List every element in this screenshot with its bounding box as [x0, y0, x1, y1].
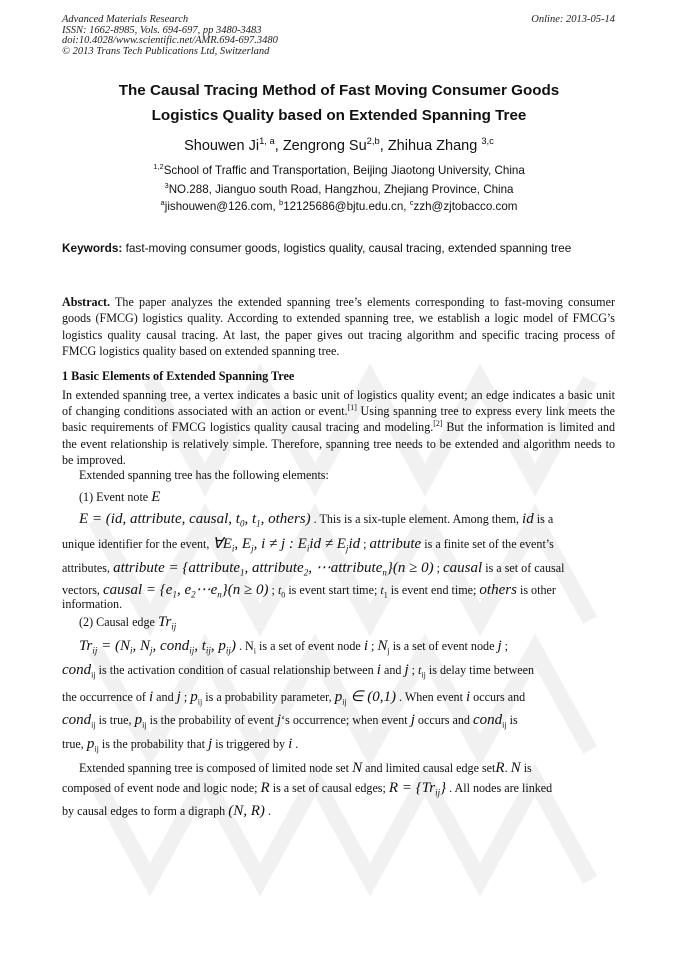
causal-edge-line-4: cond$_{ij}$ is true, $p_{ij}$ is the probability of event j‘s occurrence; when event j occurs and cond$_{ij}$ is: [62, 712, 518, 730]
event-symbol: E: [151, 489, 161, 505]
spanning-tree-line-3: by causal edges to form a digraph (N, R) .: [62, 803, 271, 819]
event-text-8: is event start time;: [288, 583, 378, 597]
spanning-tree-line-2: composed of event node and logic node; R is a set of causal edges; $R = \{Tr_{ij}\}$ . All nodes are linked: [62, 780, 553, 798]
abstract-text: The paper analyzes the extended spanning tree’s elements corresponding to fast-moving consumer goods (FMCG) logistics quality. According to extended spanning tree, we establish a logic model of FMCG’s logistics quality causal tracing. At last, the paper gives out tracing algorithm and specific tracing process of FMCG logistics quality based on extended spanning tree.: [62, 295, 615, 358]
causal-text-15: true,: [62, 737, 84, 751]
affiliation-2: [40, 183, 638, 196]
author-3: Zhihua Zhang: [387, 138, 478, 154]
keywords-text: fast-moving consumer goods, logistics quality, causal tracing, extended spanning tree: [125, 241, 572, 255]
causal-text-14: is: [509, 713, 518, 727]
causal-text-12: ‘s occurrence; when event: [281, 713, 408, 727]
p3-text-b: and limited causal edge set: [365, 761, 496, 775]
abstract-paragraph: [62, 294, 615, 359]
affiliation-1: [40, 164, 638, 177]
causal-text-16: is the probability that: [101, 737, 205, 751]
item-2-text: (2) Causal edge: [79, 615, 155, 629]
keywords-label: Keywords:: [62, 241, 123, 255]
p1-text-b: Using spanning tree to express every link meets the basic requirements of FMCG logistics quality causal tracing and modeling.: [62, 404, 615, 435]
causal-text-6: the occurrence of: [62, 690, 146, 704]
event-text-4: is a finite set of the event’s: [424, 537, 554, 551]
section-1-paragraph-1: [62, 387, 615, 468]
author-2-sup: 2,b: [366, 135, 380, 147]
event-text-1: . This is a six-tuple element. Among them,: [313, 512, 520, 526]
causal-edge-line-3: the occurrence of i and j ; $p_{ij}$ is a probability parameter, $p_{ij}$ ∈ (0,1) . When event i occurs and: [62, 689, 526, 707]
p1-text-a: In extended spanning tree, a vertex indicates a basic unit of logistics quality event; an edge indicates a basic unit of changing conditions associated with an action or event.: [62, 388, 615, 419]
issn-line: ISSN: 1662-8985, Vols. 694-697, pp 3480-3483: [62, 24, 262, 36]
author-1: Shouwen Ji: [184, 138, 260, 154]
causal-text-5: is delay time between: [428, 663, 534, 677]
paper-title-line-2: Logistics Quality based on Extended Spanning Tree: [151, 107, 527, 124]
p3-text-c: is: [523, 761, 532, 775]
keywords-line: [62, 241, 618, 255]
causal-text-17: is triggered by: [215, 737, 286, 751]
item-1-label: [62, 489, 632, 506]
p3-text-f: . All nodes are linked: [449, 781, 553, 795]
event-text-6: is a set of causal: [485, 561, 565, 575]
email-c: zzh@zjtobacco.com: [413, 200, 518, 213]
and-word-1: and: [383, 663, 402, 677]
affiliation-2-text: NO.288, Jianguo south Road, Hangzhou, Zhejiang Province, China: [168, 183, 514, 196]
event-line-2: unique identifier for the event, $\forall E_i$, $E_j$, i ≠ j : $E_iid \ne E_jid$ ; attribute is a finite set of the event’s: [62, 536, 554, 554]
email-line: [40, 200, 638, 213]
event-id-symbol: id: [522, 511, 534, 527]
event-line-3: attributes, attribute = {attribute$_1$, attribute$_2$, ⋯attribute$_n$}(n ≥ 0) ; causal is a set of causal: [62, 560, 565, 578]
p3-text-a: Extended spanning tree is composed of limited node set: [79, 761, 350, 775]
causal-edge-line-5: true, $p_{ij}$ is the probability that j is triggered by i .: [62, 736, 299, 754]
p3-text-g: by causal edges to form a digraph: [62, 804, 226, 818]
author-list: Shouwen Ji$^{1, a}$, Zengrong Su$^{2,b}$, Zhihua Zhang $^{3,c}$: [184, 135, 494, 154]
causal-text-7: is a probability parameter,: [205, 690, 332, 704]
email-b-sup: b: [279, 198, 284, 208]
email-c-sup: c: [409, 198, 414, 208]
journal-name: Advanced Materials Research: [62, 14, 189, 25]
causal-text-3: is a set of event node: [392, 639, 495, 653]
event-definition: E = (id, attribute, causal, $t_0$, $t_1$, others) . This is a six-tuple element. Among them, id is a: [79, 511, 554, 529]
author-2: Zengrong Su: [282, 138, 367, 154]
causal-text-1: . N: [238, 639, 254, 653]
copyright-line: © 2013 Trans Tech Publications Ltd, Switzerland: [62, 45, 270, 57]
p3-text-e: is a set of causal edges;: [272, 781, 386, 795]
citation-1: [1]: [347, 403, 357, 413]
citation-2: [2]: [433, 419, 443, 429]
event-tuple-tail: , others): [260, 511, 311, 527]
author-1-sup: 1, a: [259, 135, 275, 147]
event-text-10: is other: [519, 583, 556, 597]
doi-line: doi:10.4028/www.scientific.net/AMR.694-697.3480: [62, 35, 278, 47]
event-text-7: vectors,: [62, 583, 100, 597]
p3-text-d: composed of event node and logic node;: [62, 781, 258, 795]
causal-text-2: is a set of event node: [259, 639, 361, 653]
abstract-label: Abstract.: [62, 295, 111, 309]
item-2-label: (2) Causal edge $Tr_{ij}$: [79, 614, 177, 632]
causal-text-4: is the activation condition of casual relationship between: [98, 663, 374, 677]
event-text-2: is a: [536, 512, 554, 526]
email-a-sup: a: [160, 198, 165, 208]
event-text-3: unique identifier for the event,: [62, 537, 210, 551]
elements-intro: Extended spanning tree has the following elements:: [79, 468, 329, 482]
email-b: 12125686@bjtu.edu.cn,: [283, 200, 407, 213]
others-symbol: others: [479, 582, 517, 598]
causal-edge-line-1: $Tr_{ij} = (N_i$, $N_j$, cond$_{ij}$, $t_{ij}$, $p_{ij}$) . $N_i$ is a set of event node i ; $N_j$ is a set of event node j ;: [79, 638, 509, 656]
online-date: Online: 2013-05-14: [531, 14, 615, 25]
event-tuple-head: E = (id, attribute, causal, t: [79, 511, 240, 527]
affiliation-2-sup: 3: [164, 181, 169, 191]
causal-text-9: occurs and: [473, 690, 526, 704]
paper-title-line-1: The Causal Tracing Method of Fast Moving Consumer Goods: [118, 82, 560, 99]
event-text-9: is event end time;: [390, 583, 477, 597]
causal-text-13: occurs and: [417, 713, 470, 727]
causal-text-8: . When event: [399, 690, 463, 704]
spanning-tree-line-1: Extended spanning tree is composed of limited node set N and limited causal edge setR. N is: [79, 760, 532, 776]
author-3-sup: 3,c: [481, 135, 494, 147]
event-line-5: information.: [62, 597, 123, 611]
affiliation-1-sup: 1,2: [153, 162, 164, 172]
causal-text-10: is true,: [98, 713, 132, 727]
journal-header: [62, 15, 278, 57]
event-text-5: attributes,: [62, 561, 111, 575]
causal-edge-line-2: cond$_{ij}$ is the activation condition of casual relationship between i and j ; $t_{ij}$ is delay time between: [62, 662, 534, 680]
forall-symbol: ∀E: [212, 536, 232, 552]
p1-text-c: But the information is limited and the event relationship is relatively simple. Therefore, spanning tree needs to be extended and algorithm needs to be improved.: [62, 420, 615, 467]
item-1-text: (1) Event note: [79, 490, 149, 504]
affiliation-1-text: School of Traffic and Transportation, Beijing Jiaotong University, China: [163, 164, 525, 177]
email-a: jishouwen@126.com,: [164, 200, 276, 213]
causal-text-11: is the probability of event: [149, 713, 274, 727]
event-line-4: vectors, causal = {$e_1$, $e_2\cdots e_n\}(n \ge 0)$ ; $t_0$ is event start time; $t_1$ is event end time; others is other: [62, 582, 556, 600]
section-1-heading: 1 Basic Elements of Extended Spanning Tree: [62, 369, 295, 383]
